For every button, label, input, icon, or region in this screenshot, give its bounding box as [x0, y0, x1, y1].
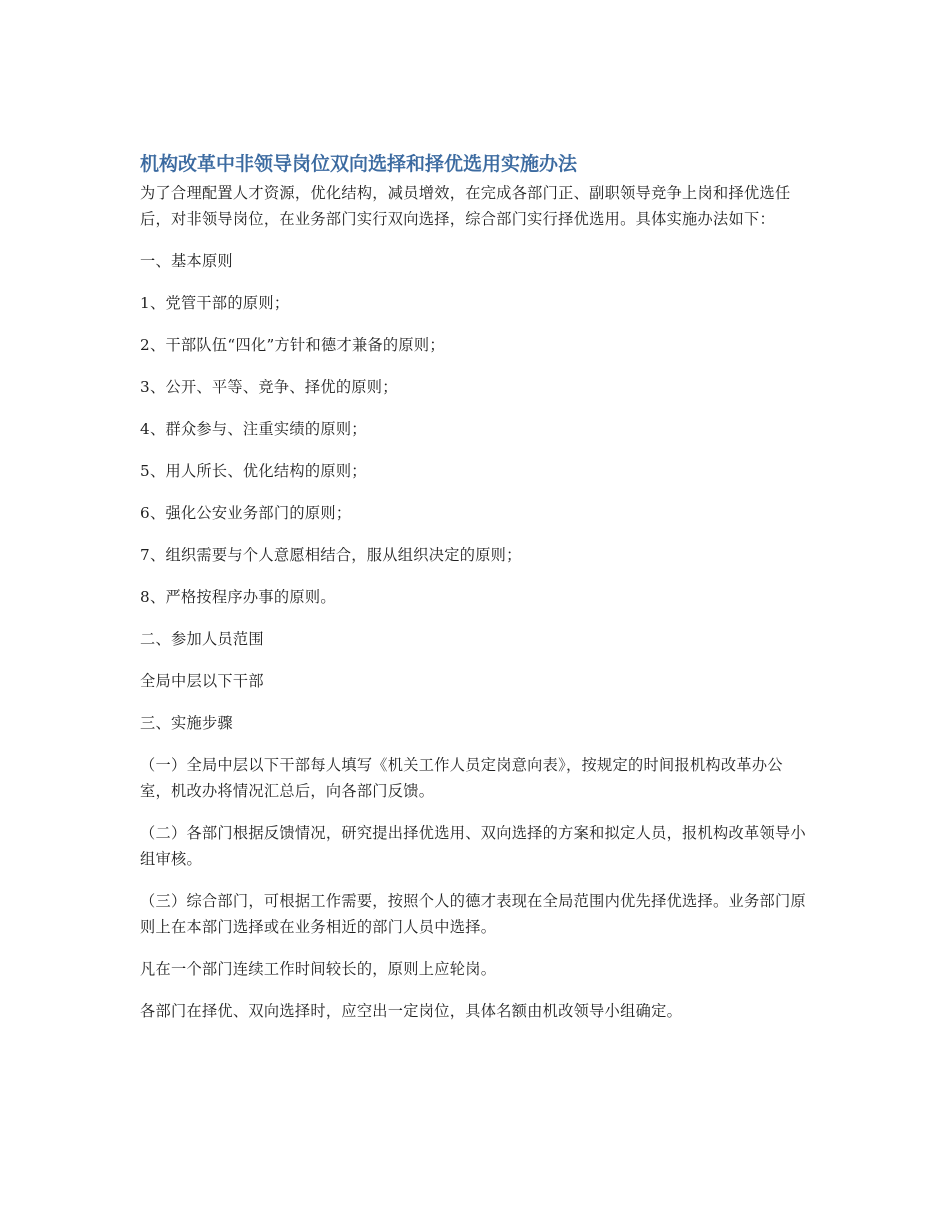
- section-heading-steps: 三、实施步骤: [140, 714, 233, 732]
- note-paragraph: 各部门在择优、双向选择时，应空出一定岗位，具体名额由机改领导小组确定。: [140, 1002, 683, 1020]
- note-paragraph: 凡在一个部门连续工作时间较长的，原则上应轮岗。: [140, 960, 497, 978]
- step-paragraph: （一）全局中层以下干部每人填写《机关工作人员定岗意向表》，按规定的时间报机构改革办公室，机改办将情况汇总后，向各部门反馈。: [140, 756, 783, 800]
- principle-item: 6、强化公安业务部门的原则；: [140, 504, 352, 522]
- step-paragraph: （三）综合部门，可根据工作需要，按照个人的德才表现在全局范围内优先择优选择。业务部门原则上在本部门选择或在业务相近的部门人员中选择。: [140, 892, 806, 936]
- section-heading-principles: 一、基本原则: [140, 252, 233, 270]
- principle-item: 8、严格按程序办事的原则。: [140, 588, 336, 606]
- section-heading-scope: 二、参加人员范围: [140, 630, 264, 648]
- principle-item: 7、组织需要与个人意愿相结合，服从组织决定的原则；: [140, 546, 522, 564]
- principle-item: 2、干部队伍“四化”方针和德才兼备的原则；: [140, 336, 445, 354]
- document-body: [140, 148, 810, 1024]
- principle-item: 1、党管干部的原则；: [140, 294, 290, 312]
- step-paragraph: （二）各部门根据反馈情况，研究提出择优选用、双向选择的方案和拟定人员，报机构改革领导小组审核。: [140, 824, 806, 868]
- scope-paragraph: 全局中层以下干部: [140, 672, 264, 690]
- principle-item: 4、群众参与、注重实绩的原则；: [140, 420, 367, 438]
- document-title: 机构改革中非领导岗位双向选择和择优选用实施办法: [140, 153, 578, 175]
- principle-item: 5、用人所长、优化结构的原则；: [140, 462, 367, 480]
- principle-item: 3、公开、平等、竞争、择优的原则；: [140, 378, 398, 396]
- intro-paragraph: 为了合理配置人才资源，优化结构，减员增效，在完成各部门正、副职领导竞争上岗和择优选任后，对非领导岗位，在业务部门实行双向选择，综合部门实行择优选用。具体实施办法如下：: [140, 184, 791, 228]
